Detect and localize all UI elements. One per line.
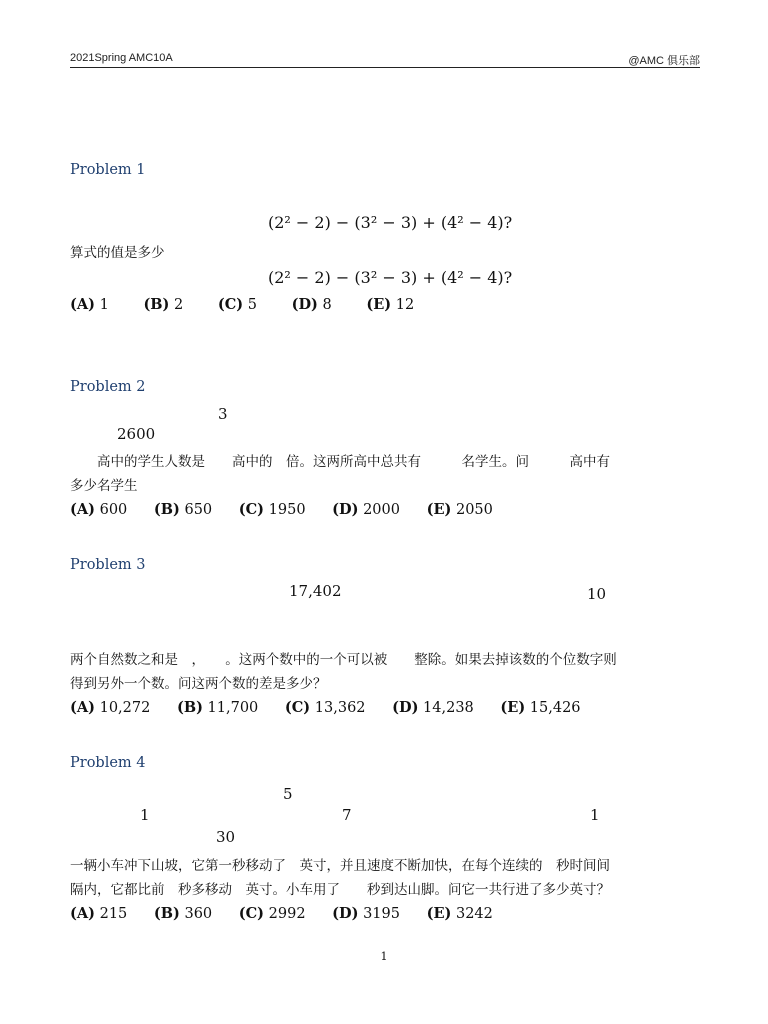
answer-choice[interactable]: (E) 12: [366, 296, 415, 313]
answer-choice[interactable]: (A) 1: [70, 296, 109, 313]
problem-3-stem-line-2: 得到另外一个数。问这两个数的差是多少？: [70, 676, 327, 692]
problem-1-title: Problem 1: [70, 162, 146, 178]
answer-choice[interactable]: (E) 3242: [426, 905, 493, 922]
header-club: @AMC 俱乐部: [628, 55, 700, 67]
header-title: 2021Spring AMC10A: [70, 52, 173, 64]
answer-choice[interactable]: (D) 3195: [332, 905, 400, 922]
answer-choice[interactable]: (B) 360: [153, 905, 213, 922]
problem-2-stem-line-1: 高中的学生人数是 高中的 倍。这两所高中总共有 名学生。问 高中有: [70, 454, 610, 470]
answer-choice[interactable]: (D) 2000: [332, 501, 400, 518]
problem-1-expression: (2² − 2) − (3² − 3) + (4² − 4)?: [268, 213, 513, 232]
problem-2-title: Problem 2: [70, 379, 146, 395]
answer-choice[interactable]: (D) 14,238: [392, 699, 474, 716]
page-number: 1: [380, 950, 388, 963]
problem-4-answers: [70, 905, 515, 922]
answer-choice[interactable]: (A) 600: [70, 501, 128, 518]
problem-3-title: Problem 3: [70, 557, 146, 573]
answer-choice[interactable]: (D) 8: [291, 296, 332, 313]
problem-4-stem-line-2: 隔内，它都比前 秒多移动 英寸。小车用了 秒到达山脚。问它一共行进了多少英寸？: [70, 882, 610, 898]
problem-4-stem-line-1: 一辆小车冲下山坡，它第一秒移动了 英寸，并且速度不断加快，在每个连续的 秒时间间: [70, 858, 610, 874]
answer-choice[interactable]: (A) 10,272: [70, 699, 151, 716]
problem-1-expression-cn: (2² − 2) − (3² − 3) + (4² − 4)?: [268, 268, 513, 287]
problem-3-float-number: 17,402: [289, 582, 342, 600]
problem-2-stem-line-2: 多少名学生: [70, 478, 138, 494]
answer-choice[interactable]: (C) 5: [217, 296, 257, 313]
problem-2-answers: [70, 501, 515, 518]
problem-4-float-number: 7: [342, 806, 352, 824]
problem-2-float-number: 2600: [117, 425, 156, 443]
answer-choice[interactable]: (B) 2: [143, 296, 184, 313]
problem-3-answers: [70, 699, 603, 716]
problem-4-float-number: 1: [590, 806, 600, 824]
problem-1-answers: [70, 296, 436, 313]
problem-3-float-number: 10: [587, 585, 607, 603]
answer-choice[interactable]: (C) 1950: [238, 501, 306, 518]
answer-choice[interactable]: (B) 11,700: [176, 699, 259, 716]
problem-4-title: Problem 4: [70, 755, 146, 771]
problem-4-float-number: 5: [283, 785, 293, 803]
problem-2-float-number: 3: [218, 405, 228, 423]
answer-choice[interactable]: (B) 650: [153, 501, 213, 518]
answer-choice[interactable]: (C) 2992: [238, 905, 306, 922]
problem-4-float-number: 30: [216, 828, 236, 846]
header-rule: [70, 67, 700, 68]
problem-4-float-number: 1: [140, 806, 150, 824]
problem-1-stem: 算式的值是多少: [70, 245, 165, 261]
problem-3-stem-line-1: 两个自然数之和是 ， 。这两个数中的一个可以被 整除。如果去掉该数的个位数字则: [70, 652, 617, 668]
answer-choice[interactable]: (E) 2050: [426, 501, 493, 518]
answer-choice[interactable]: (E) 15,426: [500, 699, 581, 716]
answer-choice[interactable]: (C) 13,362: [284, 699, 366, 716]
answer-choice[interactable]: (A) 215: [70, 905, 128, 922]
